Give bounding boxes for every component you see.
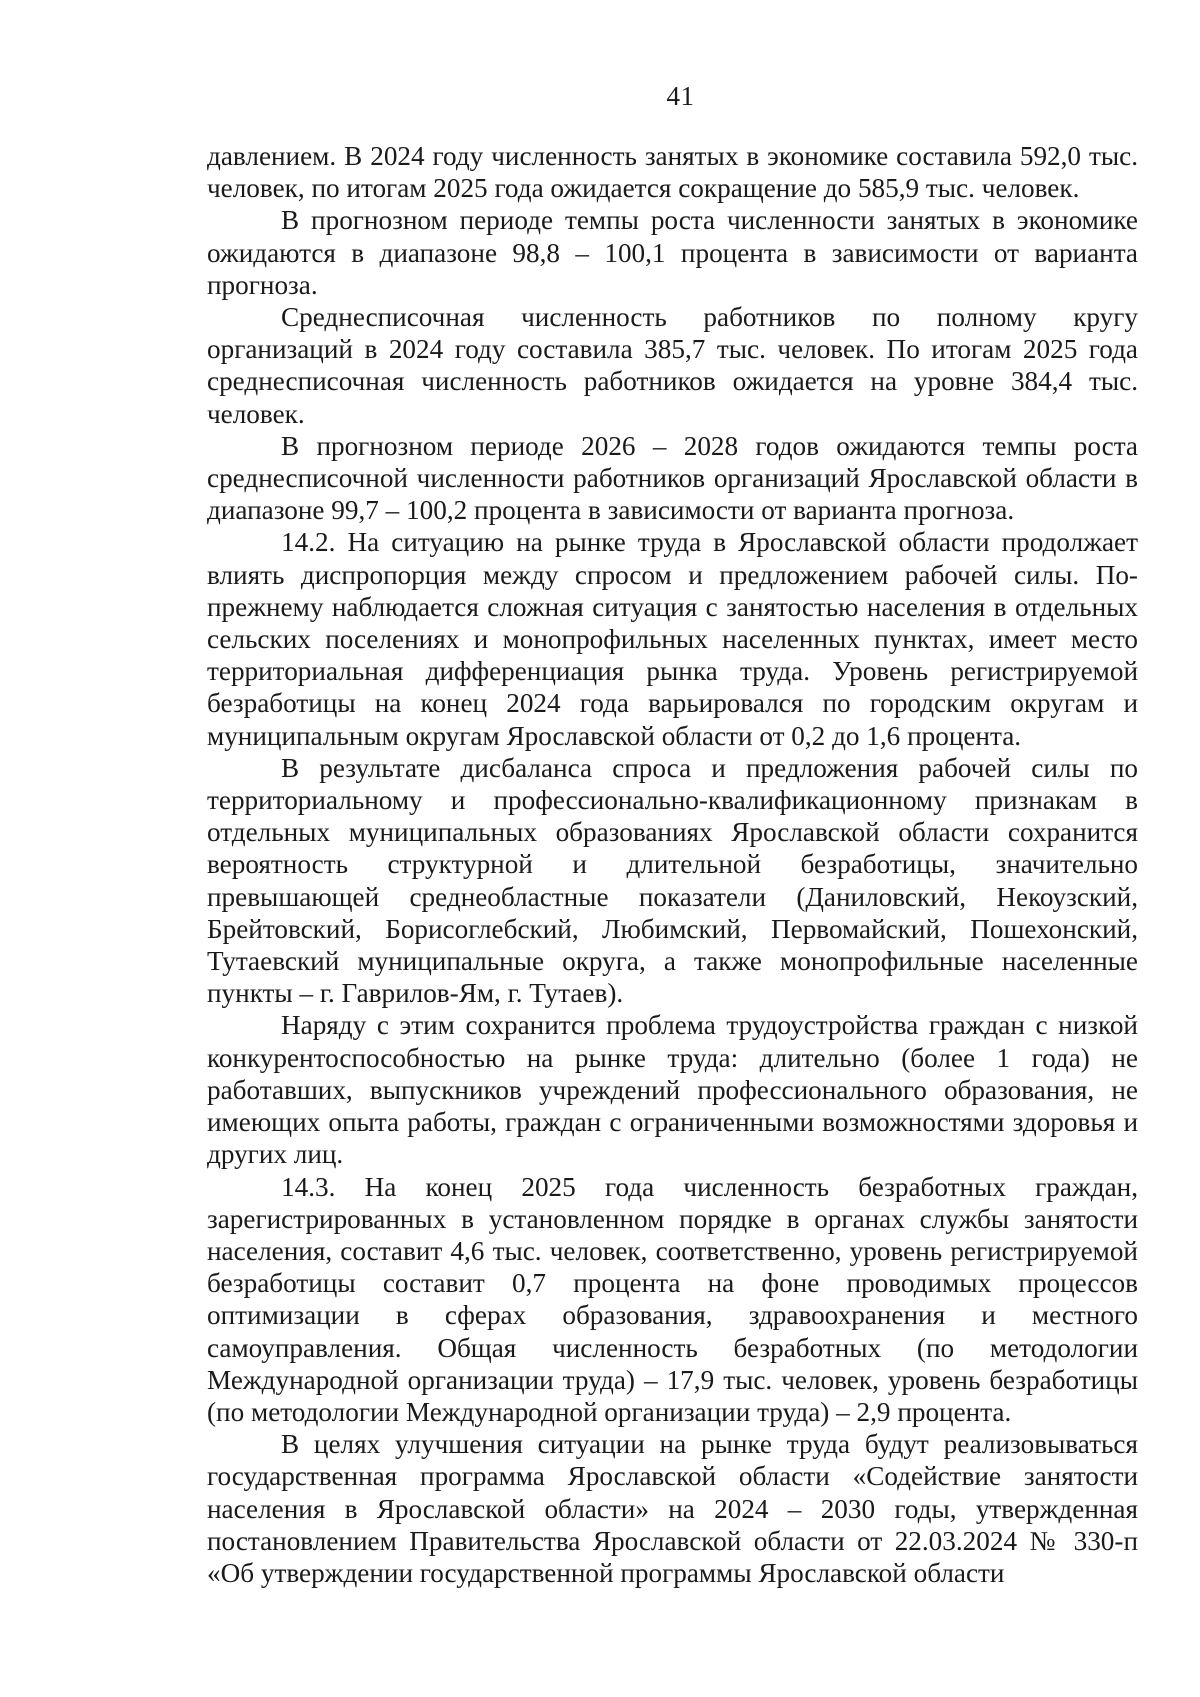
document-body <box>207 140 1138 1589</box>
paragraph-average-headcount: Среднесписочная численность работников по полному кругу организаций в 2024 году составила 385,7 тыс. человек. По итогам 2025 года среднесписочная численность работников ожидается на уровне 384,4 тыс. человек. <box>207 302 1138 429</box>
paragraph-employment-forecast: В прогнозном периоде темпы роста численности занятых в экономике ожидаются в диапазоне 98,8 – 100,1 процента в зависимости от варианта прогноза. <box>207 205 1138 300</box>
paragraph-headcount-forecast: В прогнозном периоде 2026 – 2028 годов ожидаются темпы роста среднесписочной численности работников организаций Ярославской области в диапазоне 99,7 – 100,2 процента в зависимости от варианта прогноза. <box>207 430 1138 526</box>
page-number: 41 <box>666 81 695 111</box>
paragraph-state-program: В целях улучшения ситуации на рынке труда будут реализовываться государственная программа Ярославской области «Содействие занятости населения в Ярославской области» на 2024 – 2030 годы, утвержденная постановлением Правительства Ярославской области от 22.03.2024 № 330-п «Об утверждении государственной программы Ярославской области <box>207 1429 1138 1588</box>
paragraph-structural-unemployment: В результате дисбаланса спроса и предложения рабочей силы по территориальному и профессионально-квалификационному признакам в отдельных муниципальных образованиях Ярославской области сохранится вероятность структурной и длительной безработицы, значительно превышающей среднеобластные показатели (Даниловский, Некоузский, Брейтовский, Борисоглебский, Любимский, Первомайский, Пошехонский, Тутаевский муниципальные округа, а также монопрофильные населенные пункты – г. Гаврилов-Ям, г. Тутаев). <box>207 752 1138 1009</box>
paragraph-employment-2024: давлением. В 2024 году численность занятых в экономике составила 592,0 тыс. человек, по итогам 2025 года ожидается сокращение до 585,9 тыс. человек. <box>207 141 1138 204</box>
paragraph-employment-problems: Наряду с этим сохранится проблема трудоустройства граждан с низкой конкурентоспособностью на рынке труда: длительно (более 1 года) не работавших, выпускников учреждений профессионального образования, не имеющих опыта работы, граждан с ограниченными возможностями здоровья и других лиц. <box>207 1010 1138 1170</box>
paragraph-section-14-3: 14.3. На конец 2025 года численность безработных граждан, зарегистрированных в установленном порядке в органах службы занятости населения, составит 4,6 тыс. человек, соответственно, уровень регистрируемой безработицы составит 0,7 процента на фоне проводимых процессов оптимизации в сферах образования, здравоохранения и местного самоуправления. Общая численность безработных (по методологии Международной организации труда) – 17,9 тыс. человек, уровень безработицы (по методологии Международной организации труда) – 2,9 процента. <box>207 1171 1138 1427</box>
paragraph-section-14-2: 14.2. На ситуацию на рынке труда в Ярославской области продолжает влиять диспропорция между спросом и предложением рабочей силы. По-прежнему наблюдается сложная ситуация с занятостью населения в отдельных сельских поселениях и монопрофильных населенных пунктах, имеет место территориальная дифференциация рынка труда. Уровень регистрируемой безработицы на конец 2024 года варьировался по городским округам и муниципальным округам Ярославской области от 0,2 до 1,6 процента. <box>207 527 1138 751</box>
